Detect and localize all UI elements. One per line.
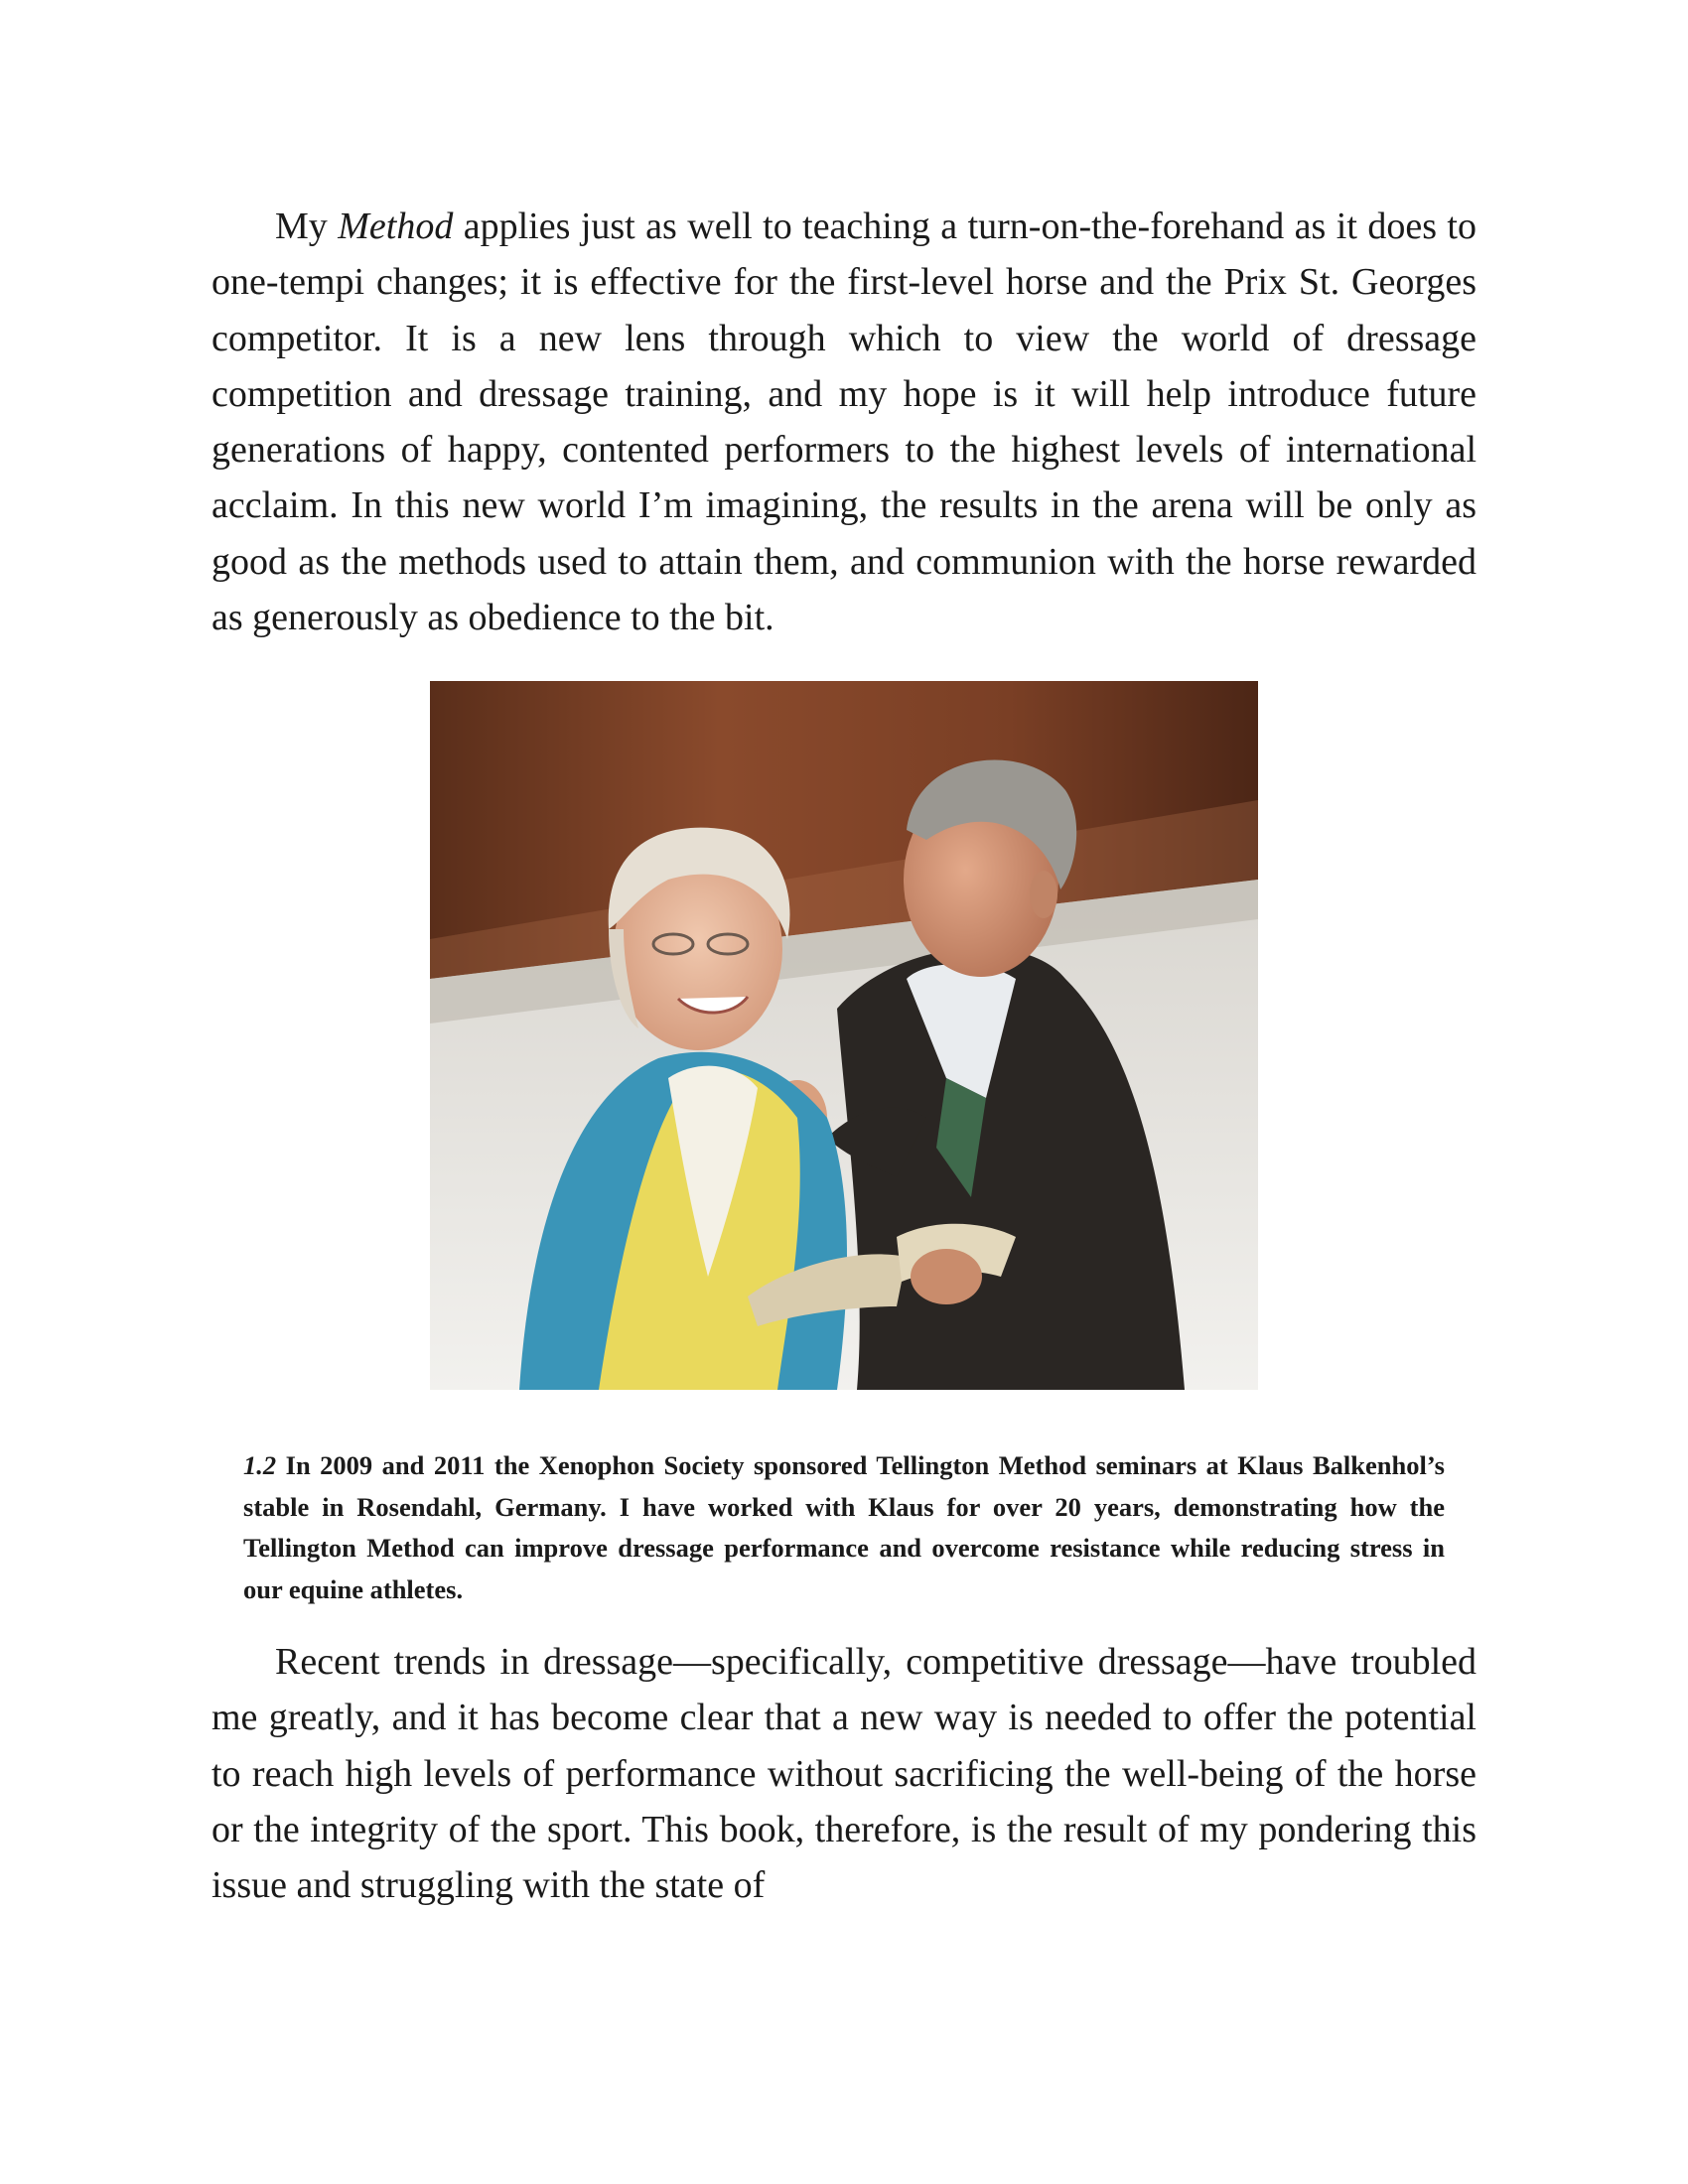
photo-illustration [430,681,1258,1390]
figure-caption-text: In 2009 and 2011 the Xenophon Society sponsored Tellington Method seminars at Klaus Balkenhol’s stable in Rosendahl, Germany. I have worked with Klaus for over 20 years, demonstrating how the Tellington Method can improve dressage performance and overcome resistance while reducing stress in our equine athletes. [243,1450,1445,1604]
body-paragraph-1 [211,199,1477,645]
paragraph-1-italic-word: Method [338,205,454,247]
paragraph-1-body: applies just as well to teaching a turn-on-the-forehand as it does to one-tempi changes; it is effective for the first-level horse and the Prix St. Georges competitor. It is a new lens through which to view the world of dressage competition and dressage training, and my hope is it will help introduce future generations of happy, contented performers to the highest levels of international acclaim. In this new world I’m imagining, the results in the arena will be only as good as the methods used to attain them, and communion with the horse rewarded as generously as obedience to the bit. [211,205,1477,639]
body-paragraph-2: Recent trends in dressage—specifically, competitive dressage—have troubled me greatly, and it has become clear that a new way is needed to offer the potential to reach high levels of performance without sacrificing the well-being of the horse or the integrity of the sport. This book, therefore, is the result of my pondering this issue and struggling with the state of [211,1641,1477,1907]
figure-photo [430,681,1258,1390]
figure-caption [243,1445,1445,1610]
paragraph-1-lead: My [275,205,339,247]
figure-number: 1.2 [243,1450,277,1480]
